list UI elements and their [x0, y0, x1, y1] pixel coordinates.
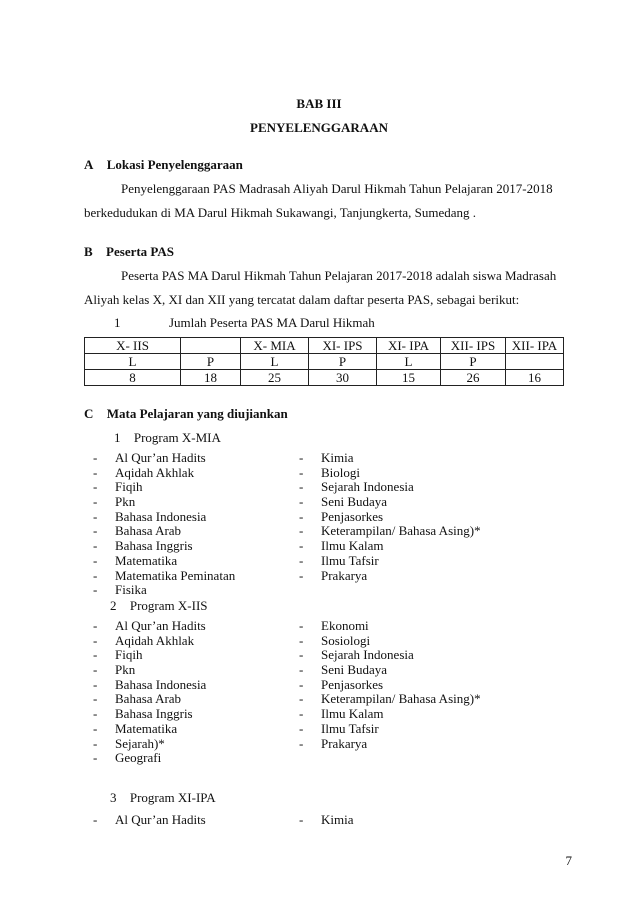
- list-item: - Prakarya: [299, 735, 368, 751]
- bullet-glyph-icon: [117, 790, 127, 806]
- list-item: - Al Qur’an Hadits: [93, 450, 206, 465]
- list-item: - Bahasa Inggris: [93, 538, 193, 554]
- table-cell: P: [181, 354, 241, 370]
- program-3-left-list: [93, 813, 206, 828]
- list-item: - Kimia: [299, 812, 354, 827]
- table-row: [85, 370, 564, 386]
- table-cell: P: [309, 354, 377, 370]
- list-item: - Bahasa Indonesia: [93, 676, 207, 692]
- list-item: - Bahasa Inggris: [93, 706, 193, 722]
- list-item: - Biologi: [299, 464, 361, 480]
- section-b-heading: [84, 244, 174, 260]
- program-1-left-list: [93, 451, 235, 598]
- section-c-title: Mata Pelajaran yang diujiankan: [96, 406, 278, 421]
- page-number: 7: [565, 853, 572, 868]
- program-2-heading: 2 Program X-IIS: [110, 598, 208, 614]
- table-cell: [506, 354, 564, 370]
- program-2-left-list: [93, 619, 206, 766]
- table-cell: X- MIA: [241, 338, 309, 354]
- list-item: - Matematika Peminatan: [93, 567, 236, 583]
- list-item: - Ilmu Tafsir: [299, 552, 379, 568]
- program-3-title: Program XI-IPA: [119, 790, 206, 805]
- chapter-number: BAB III: [296, 96, 342, 111]
- list-item: - Ilmu Kalam: [299, 538, 384, 554]
- list-item: - Ekonomi: [299, 618, 369, 633]
- program-3-right-list: [299, 813, 354, 828]
- table-cell: L: [241, 354, 309, 370]
- list-item: - Fiqih: [93, 647, 143, 663]
- section-b-item-number: 1: [114, 315, 131, 331]
- list-item: - Sejarah Indonesia: [299, 647, 414, 663]
- section-a-title: Lokasi Penyelenggaraan: [96, 157, 233, 172]
- list-item: - Ilmu Kalam: [299, 706, 384, 722]
- bullet-glyph-icon: [121, 430, 131, 446]
- bullet-glyph-icon: [93, 406, 103, 422]
- program-3-heading: 3 Program XI-IPA: [110, 790, 216, 806]
- list-item: - Geografi: [93, 750, 162, 766]
- list-item: - Fisika: [93, 582, 147, 598]
- section-a-paragraph-line-1: Penyelenggaraan PAS Madrasah Aliyah Darul Hikmah Tahun Pelajaran 2017-2018: [121, 181, 553, 196]
- list-item: - Al Qur’an Hadits: [93, 618, 206, 633]
- bullet-glyph-icon: [117, 598, 127, 614]
- table-cell: 18: [181, 370, 241, 386]
- list-item: - Bahasa Indonesia: [93, 508, 207, 524]
- list-item: - Keterampilan/ Bahasa Asing)*: [299, 523, 481, 539]
- list-item: - Keterampilan/ Bahasa Asing)*: [299, 691, 481, 707]
- program-1-right-list: [299, 451, 481, 583]
- participants-table: [84, 337, 564, 386]
- list-item: - Sejarah Indonesia: [299, 479, 414, 495]
- list-item: - Matematika: [93, 720, 178, 736]
- table-cell: L: [85, 354, 181, 370]
- list-item: - Sosiologi: [299, 632, 371, 648]
- list-item: - Bahasa Arab: [93, 691, 182, 707]
- table-cell: 8: [85, 370, 181, 386]
- list-item: - Al Qur’an Hadits: [93, 812, 206, 827]
- program-1-heading: 1 Program X-MIA: [114, 430, 221, 446]
- list-item: - Aqidah Akhlak: [93, 464, 195, 480]
- list-item: - Pkn: [93, 494, 136, 510]
- table-header-row: [85, 338, 564, 354]
- program-2-right-list: [299, 619, 481, 751]
- section-a-heading: [84, 157, 243, 173]
- list-item: - Fiqih: [93, 479, 143, 495]
- section-b-paragraph-line-1: Peserta PAS MA Darul Hikmah Tahun Pelajaran 2017-2018 adalah siswa Madrasah: [121, 268, 557, 283]
- chapter-title: PENYELENGGARAAN: [250, 120, 388, 135]
- list-item: - Kimia: [299, 450, 354, 465]
- table-cell: XI- IPA: [377, 338, 441, 354]
- table-cell: L: [377, 354, 441, 370]
- section-c-heading: [84, 406, 288, 422]
- table-cell: 26: [441, 370, 506, 386]
- table-row: [85, 354, 564, 370]
- list-item: - Seni Budaya: [299, 662, 388, 678]
- table-cell: XII- IPA: [506, 338, 564, 354]
- table-cell: X- IIS: [85, 338, 181, 354]
- list-item: - Matematika: [93, 552, 178, 568]
- section-c-letter: C: [84, 406, 94, 421]
- bullet-glyph-icon: [93, 157, 103, 173]
- list-item: - Pkn: [93, 662, 136, 678]
- table-cell: 25: [241, 370, 309, 386]
- list-item: - Penjasorkes: [299, 508, 384, 524]
- table-cell: 16: [506, 370, 564, 386]
- section-b-letter: B: [84, 244, 93, 259]
- list-item: - Bahasa Arab: [93, 523, 182, 539]
- program-1-title: Program X-MIA: [123, 430, 211, 445]
- table-cell: P: [441, 354, 506, 370]
- list-item: - Ilmu Tafsir: [299, 720, 379, 736]
- list-item: - Aqidah Akhlak: [93, 632, 195, 648]
- bullet-glyph-icon: [93, 244, 103, 260]
- section-b-item-label: Jumlah Peserta PAS MA Darul Hikmah: [169, 315, 375, 330]
- program-2-title: Program X-IIS: [119, 598, 198, 613]
- table-cell: XI- IPS: [309, 338, 377, 354]
- list-item: - Prakarya: [299, 567, 368, 583]
- bullet-glyph-icon: [121, 315, 131, 331]
- section-b-title: Peserta PAS: [95, 244, 164, 259]
- list-item: - Seni Budaya: [299, 494, 388, 510]
- table-cell: 15: [377, 370, 441, 386]
- section-b-paragraph-line-2: Aliyah kelas X, XI dan XII yang tercatat dalam daftar peserta PAS, sebagai berikut:: [84, 292, 520, 307]
- section-a-letter: A: [84, 157, 94, 172]
- section-a-paragraph-line-2: berkedudukan di MA Darul Hikmah Sukawangi, Tanjungkerta, Sumedang .: [84, 205, 477, 220]
- table-cell: [181, 338, 241, 354]
- table-cell: 30: [309, 370, 377, 386]
- list-item: - Sejarah)*: [93, 735, 165, 751]
- table-cell: XII- IPS: [441, 338, 506, 354]
- list-item: - Penjasorkes: [299, 676, 384, 692]
